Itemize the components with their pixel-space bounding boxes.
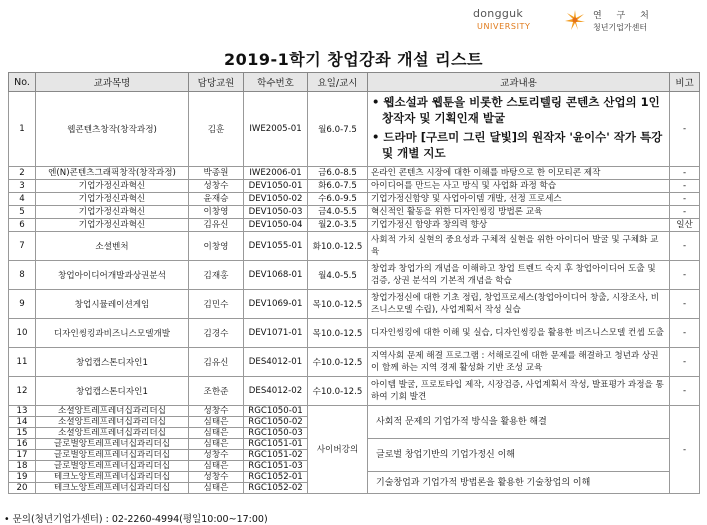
cell-content: 아이템 발굴, 프로토타입 제작, 시장검증, 사업계획서 작성, 발표평가 과정을 통하여 기회 발견 — [368, 377, 670, 406]
cell-note: - — [670, 348, 700, 377]
cell-course-code: DEV1069-01 — [244, 290, 308, 319]
cell-professor: 박종원 — [189, 167, 244, 180]
cell-note: - — [670, 377, 700, 406]
cell-professor: 성창수 — [189, 406, 244, 417]
cell-schedule: 수10.0-12.5 — [308, 348, 368, 377]
cell-course-name: 기업가정신과혁신 — [36, 180, 189, 193]
cell-course-code: DEV1071-01 — [244, 319, 308, 348]
cell-professor: 심태은 — [189, 439, 244, 450]
cell-professor: 심태은 — [189, 417, 244, 428]
cell-professor: 김유신 — [189, 219, 244, 232]
cell-course-name: 테크노앙트레프레너십과리더십 — [36, 483, 189, 494]
table-row — [9, 406, 700, 417]
cell-professor: 김민수 — [189, 290, 244, 319]
logo-center-name: 청년기업가센터 — [593, 23, 648, 32]
cell-note: - — [670, 180, 700, 193]
cell-course-name: 기업가정신과혁신 — [36, 193, 189, 206]
cell-content: 기업가정신 함양과 창의력 향상 — [368, 219, 670, 232]
cell-course-name: 글로벌앙트레프레너십과리더십 — [36, 450, 189, 461]
cell-course-name: 기업가정신과혁신 — [36, 206, 189, 219]
cell-course-name: 소셜벤처 — [36, 232, 189, 261]
cell-no: 3 — [9, 180, 36, 193]
cell-content — [368, 92, 670, 167]
cell-no: 2 — [9, 167, 36, 180]
cell-course-name: 테크노앙트레프레너십과리더십 — [36, 472, 189, 483]
cell-no: 9 — [9, 290, 36, 319]
table-row — [9, 377, 700, 406]
cell-note: 일산 — [670, 219, 700, 232]
cell-course-code: RGC1050-01 — [244, 406, 308, 417]
cell-no: 18 — [9, 461, 36, 472]
cell-course-code: IWE2006-01 — [244, 167, 308, 180]
cell-schedule: 목10.0-12.5 — [308, 319, 368, 348]
cell-course-name: 창업캡스톤디자인1 — [36, 348, 189, 377]
cell-content: 창업가정신에 대한 기초 정립, 창업프로세스(창업아이디어 창출, 시장조사, 비즈니스모델 수립), 사업계획서 작성 실습 — [368, 290, 670, 319]
cell-schedule: 금6.0-8.5 — [308, 167, 368, 180]
header-professor: 담당교원 — [189, 73, 244, 92]
cell-no: 6 — [9, 219, 36, 232]
table-row — [9, 319, 700, 348]
cell-no: 15 — [9, 428, 36, 439]
cell-no: 7 — [9, 232, 36, 261]
table-row — [9, 206, 700, 219]
cell-no: 19 — [9, 472, 36, 483]
cell-course-code: RGC1051-01 — [244, 439, 308, 450]
cell-course-name: 엔(N)콘텐츠그래픽창작(창작과정) — [36, 167, 189, 180]
bullet-item: • 웹소설과 웹툰을 비롯한 스토리텔링 콘텐츠 산업의 1인 창작자 및 기획인재 발굴 — [372, 95, 660, 125]
cell-course-code: DEV1050-01 — [244, 180, 308, 193]
cell-course-name: 소셜앙트레프레너십과리더십 — [36, 406, 189, 417]
cell-course-code: DEV1055-01 — [244, 232, 308, 261]
cell-course-code: RGC1050-03 — [244, 428, 308, 439]
cell-course-name: 글로벌앙트레프레너십과리더십 — [36, 439, 189, 450]
bullet-item: • 드라마 [구르미 그린 달빛]의 원작자 '윤이수' 작가 특강 및 개별 지도 — [372, 130, 663, 160]
cell-course-code: DES4012-01 — [244, 348, 308, 377]
header-course-name: 교과목명 — [36, 73, 189, 92]
cell-no: 1 — [9, 92, 36, 167]
cell-professor: 이창영 — [189, 206, 244, 219]
cell-content: 온라인 콘텐츠 시장에 대한 이해를 바탕으로 한 이모티콘 제작 — [368, 167, 670, 180]
cell-no: 16 — [9, 439, 36, 450]
cell-content: 기업가정신함양 및 사업아이템 개발, 선정 프로세스 — [368, 193, 670, 206]
cell-content: 기술창업과 기업가적 방법론을 활용한 기술창업의 이해 — [368, 472, 670, 494]
cell-schedule: 월4.0-5.5 — [308, 261, 368, 290]
cell-no: 5 — [9, 206, 36, 219]
cell-professor: 김훈 — [189, 92, 244, 167]
cell-professor: 심태은 — [189, 483, 244, 494]
header-content: 교과내용 — [368, 73, 670, 92]
cell-content: 창업과 창업가의 개념을 이해하고 창업 트렌드 숙지 후 창업아이디어 도출 및 검증, 상권 분석의 기본적 개념을 학습 — [368, 261, 670, 290]
cell-content: 지역사회 문제 해결 프로그램 : 서해로길에 대한 문제를 해결하고 청년과 상권이 함께 하는 지역 경제 활성화 기반 조성 교육 — [368, 348, 670, 377]
cell-course-name: 글로벌앙트레프레너십과리더십 — [36, 461, 189, 472]
cell-no: 12 — [9, 377, 36, 406]
cell-note: - — [670, 261, 700, 290]
cell-course-code: DES4012-02 — [244, 377, 308, 406]
cell-professor: 김경수 — [189, 319, 244, 348]
cell-schedule: 화10.0-12.5 — [308, 232, 368, 261]
cell-schedule: 수10.0-12.5 — [308, 377, 368, 406]
cell-note: - — [670, 92, 700, 167]
cell-course-code: RGC1051-03 — [244, 461, 308, 472]
cell-content: 혁신적인 활동을 위한 디자인씽킹 방법론 교육 — [368, 206, 670, 219]
cell-course-code: RGC1052-01 — [244, 472, 308, 483]
header-schedule: 요일/교시 — [308, 73, 368, 92]
table-header-row — [9, 73, 700, 92]
table-row — [9, 180, 700, 193]
cell-course-name: 소셜앙트레프레너십과리더십 — [36, 417, 189, 428]
cell-content: 아이디어를 만드는 사고 방식 및 사업화 과정 학습 — [368, 180, 670, 193]
logo-org-name: 연 구 처 — [593, 11, 655, 21]
cell-course-name: 기업가정신과혁신 — [36, 219, 189, 232]
cell-schedule: 월6.0-7.5 — [308, 92, 368, 167]
cell-no: 13 — [9, 406, 36, 417]
cell-no: 10 — [9, 319, 36, 348]
cell-course-code: DEV1068-01 — [244, 261, 308, 290]
cell-content: 디자인씽킹에 대한 이해 및 실습, 디자인씽킹을 활용한 비즈니스모델 컨셉 도출 — [368, 319, 670, 348]
logo-subwordmark: UNIVERSITY — [477, 22, 531, 31]
cell-professor: 윤재승 — [189, 193, 244, 206]
cell-schedule: 사이버강의 — [308, 406, 368, 494]
cell-course-code: RGC1052-02 — [244, 483, 308, 494]
cell-professor: 김유신 — [189, 348, 244, 377]
cell-course-name: 웹콘텐츠창작(창작과정) — [36, 92, 189, 167]
cell-course-code: DEV1050-03 — [244, 206, 308, 219]
university-logo — [471, 6, 701, 36]
cell-course-name: 창업캡스톤디자인1 — [36, 377, 189, 406]
cell-professor: 조한준 — [189, 377, 244, 406]
logo-emblem-icon — [563, 8, 587, 32]
table-row — [9, 219, 700, 232]
page-title: 2019-1학기 창업강좌 개설 리스트 — [223, 50, 484, 69]
cell-schedule: 수6.0-9.5 — [308, 193, 368, 206]
cell-course-name: 디자인씽킹과비즈니스모델개발 — [36, 319, 189, 348]
table-row — [9, 348, 700, 377]
table-row — [9, 167, 700, 180]
logo-wordmark: dongguk — [473, 7, 524, 20]
cell-content: 사회적 가치 실현의 중요성과 구체적 실현을 위한 아이디어 발굴 및 구체화 교육 — [368, 232, 670, 261]
cell-note: - — [670, 406, 700, 494]
cell-course-code: RGC1051-02 — [244, 450, 308, 461]
cell-professor: 성창수 — [189, 450, 244, 461]
cell-course-code: IWE2005-01 — [244, 92, 308, 167]
cell-note: - — [670, 319, 700, 348]
cell-no: 11 — [9, 348, 36, 377]
cell-schedule: 월2.0-3.5 — [308, 219, 368, 232]
cell-professor: 김재홍 — [189, 261, 244, 290]
cell-note: - — [670, 206, 700, 219]
cell-course-code: DEV1050-04 — [244, 219, 308, 232]
cell-note: - — [670, 232, 700, 261]
table-row — [9, 290, 700, 319]
cell-course-code: DEV1050-02 — [244, 193, 308, 206]
cell-note: - — [670, 167, 700, 180]
cell-note: - — [670, 290, 700, 319]
cell-professor: 심태은 — [189, 461, 244, 472]
table-row — [9, 261, 700, 290]
cell-no: 20 — [9, 483, 36, 494]
cell-course-name: 창업시뮬레이션게임 — [36, 290, 189, 319]
table-row — [9, 193, 700, 206]
header-course-code: 학수번호 — [244, 73, 308, 92]
header-no: No. — [9, 73, 36, 92]
cell-course-name: 창업아이디어개발과상권분석 — [36, 261, 189, 290]
table-row — [9, 232, 700, 261]
cell-schedule: 화6.0-7.5 — [308, 180, 368, 193]
cell-no: 17 — [9, 450, 36, 461]
cell-no: 14 — [9, 417, 36, 428]
cell-professor: 성창수 — [189, 180, 244, 193]
cell-no: 8 — [9, 261, 36, 290]
cell-professor: 심태은 — [189, 428, 244, 439]
cell-no: 4 — [9, 193, 36, 206]
cell-schedule: 금4.0-5.5 — [308, 206, 368, 219]
contact-footer: • 문의(청년기업가센터) : 02-2260-4994(평일10:00~17:00) — [4, 514, 268, 525]
table-row — [9, 92, 700, 167]
cell-professor: 성창수 — [189, 472, 244, 483]
cell-course-code: RGC1050-02 — [244, 417, 308, 428]
cell-content: 글로벌 창업기반의 기업가정신 이해 — [368, 439, 670, 472]
cell-course-name: 소셜앙트레프레너십과리더십 — [36, 428, 189, 439]
cell-content: 사회적 문제의 기업가적 방식을 활용한 해결 — [368, 406, 670, 439]
header-note: 비고 — [670, 73, 700, 92]
cell-professor: 이창영 — [189, 232, 244, 261]
course-table — [8, 72, 700, 494]
cell-note: - — [670, 193, 700, 206]
cell-schedule: 목10.0-12.5 — [308, 290, 368, 319]
